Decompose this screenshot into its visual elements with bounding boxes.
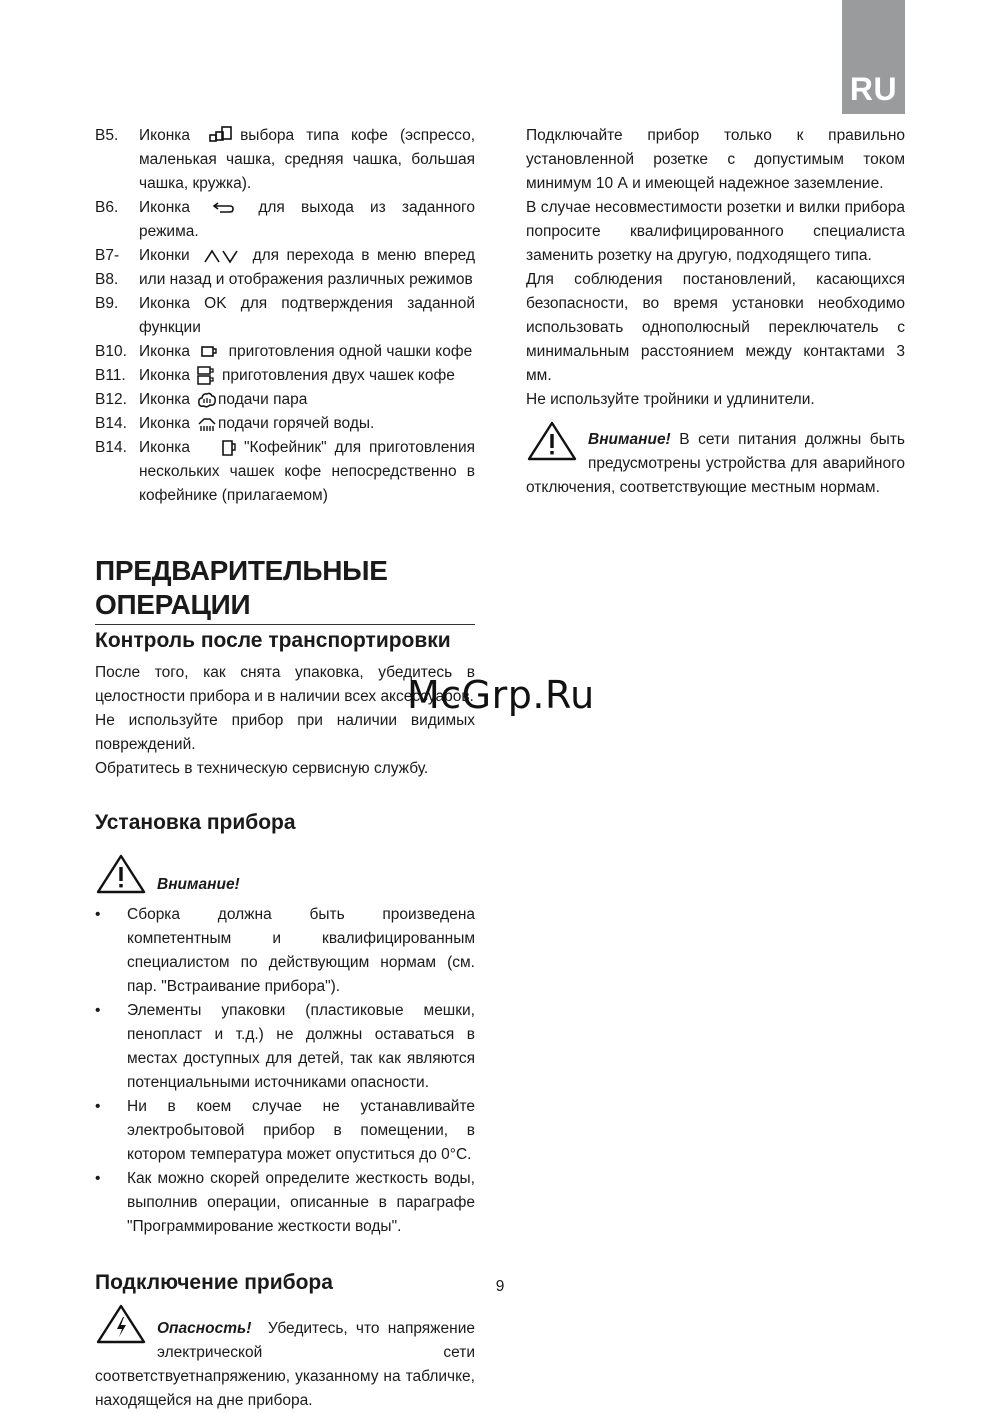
- list-item: B10. Иконка приготовления одной чашки кофе: [95, 343, 473, 360]
- list-item: B9. Иконка OK для подтверждения заданной функции: [95, 295, 475, 336]
- list-item: B14. Иконка "Кофейник" для приготовления нескольких чашек кофе непосредственно в кофейнике (прилагаемом): [95, 439, 475, 504]
- install-heading: Установка прибора: [95, 811, 296, 834]
- right-column: Подключайте прибор только к правильно установленной розетке с допустимым током минимум 10 А и имеющей надежное заземление. В случае несовместимости розетки и вилки прибора попросите квалифицированного специалиста заменить розетку на другую, подходящего типа. Для соблюдения постановлений, касающихся безопасности, во время установки необходимо использовать однополюсный переключатель с минимальным расстоянием между контактами 3 мм. Не используйте тройники и удлинители. Внимание! В сети питания должны быть предусмотрены устройства для аварийного отключения, соответствующие местным нормам.: [526, 124, 905, 500]
- up-down-arrows-icon: [203, 248, 239, 264]
- coffee-pot-icon: [220, 439, 238, 457]
- power-warning: Внимание! В сети питания должны быть предусмотрены устройства для аварийного отключения, соответствующие местным нормам.: [526, 428, 905, 500]
- coffee-type-icon: [208, 126, 234, 146]
- list-item: B6. Иконка для выхода из заданного режима.: [95, 199, 475, 240]
- icon-legend-list: [95, 124, 475, 508]
- list-item: B11. Иконка приготовления двух чашек кофе: [95, 367, 455, 384]
- transport-text: После того, как снята упаковка, убедитесь в целостности прибора и в наличии всех аксессуаров. Не используйте прибор при наличии видимых повреждений. Обратитесь в техническую сервисную службу.: [95, 664, 475, 777]
- back-arrow-icon: [212, 201, 236, 215]
- section-title: ПРЕДВАРИТЕЛЬНЫЕ ОПЕРАЦИИ: [95, 554, 475, 625]
- item-code: B5.: [95, 127, 119, 144]
- two-cups-icon: [196, 366, 216, 386]
- list-item: • Как можно скорей определите жесткость воды, выполнив операции, описанные в параграфе "Программирование жесткости воды".: [95, 1170, 475, 1235]
- connect-heading: Подключение прибора: [95, 1271, 333, 1294]
- warning-icon: [95, 853, 147, 903]
- list-item: B12. Иконка подачи пара: [95, 391, 308, 408]
- list-item: • Ни в коем случае не устанавливайте электробытовой прибор в помещении, в котором температура может опуститься до 0°C.: [95, 1098, 475, 1163]
- list-item: • Сборка должна быть произведена компетентным и квалифицированным специалистом по действующим нормам (см. пар. "Встраивание прибора").: [95, 906, 475, 995]
- list-item: • Элементы упаковки (пластиковые мешки, пенопласт и т.д.) не должны оставаться в местах доступных для детей, так как являются потенциальными источниками опасности.: [95, 1002, 475, 1091]
- list-item: B5. Иконка выбора типа кофе (эспрессо, маленькая чашка, средняя чашка, большая чашка, кружка).: [95, 124, 475, 196]
- hot-water-icon: [196, 415, 218, 433]
- steam-icon: [196, 390, 218, 410]
- list-item: B7-B8. Иконки для перехода в меню вперед или назад и отображения различных режимов: [95, 247, 476, 288]
- install-warning: Внимание!: [95, 853, 475, 903]
- language-tab: RU: [842, 0, 905, 114]
- danger-block: Опасность! Убедитесь, что напряжение электрической сети соответствуетнапряжению, указанному на табличке, находящейся на дне прибора.: [95, 1313, 475, 1413]
- one-cup-icon: [200, 344, 218, 360]
- watermark: McGrp.Ru: [407, 673, 595, 717]
- list-item: B14. Иконка подачи горячей воды.: [95, 415, 375, 432]
- transport-heading: Контроль после транспортировки: [95, 629, 451, 652]
- warning-icon: [526, 420, 578, 470]
- install-bullets: [95, 903, 475, 1239]
- page-number: 9: [495, 1278, 505, 1295]
- danger-icon: [95, 1303, 147, 1353]
- left-column: [95, 124, 475, 1413]
